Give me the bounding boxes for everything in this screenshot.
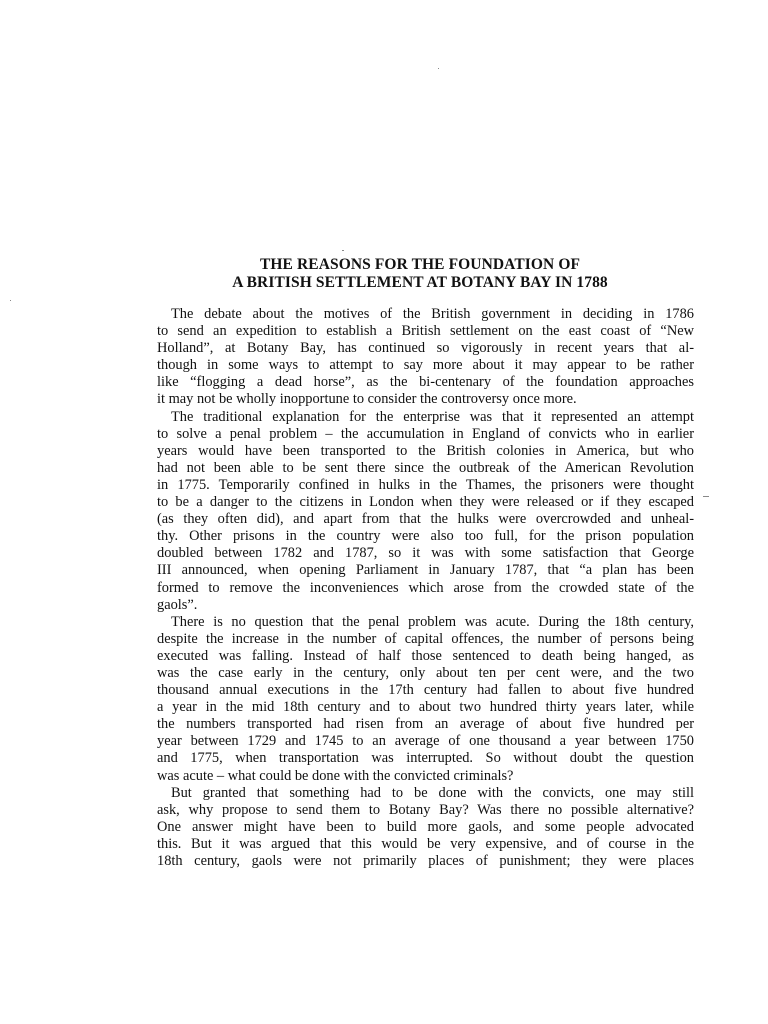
text-line: to send an expedition to establish a British settlement on the east coast of “New bbox=[157, 323, 694, 340]
text-line: to be a danger to the citizens in London when they were released or if they escaped bbox=[157, 494, 694, 511]
text-line: (as they often did), and apart from that the hulks were overcrowded and unheal- bbox=[157, 511, 694, 528]
text-line: gaols”. bbox=[157, 596, 198, 613]
text-line: like “flogging a dead horse”, as the bi-centenary of the foundation approaches bbox=[157, 374, 694, 391]
text-line: The traditional explanation for the enterprise was that it represented an attempt bbox=[171, 408, 694, 425]
text-line: years would have been transported to the British colonies in America, but who bbox=[157, 442, 694, 459]
text-line: The debate about the motives of the British government in deciding in 1786 bbox=[171, 306, 694, 322]
text-line: year between 1729 and 1745 to an average of one thousand a year between 1750 bbox=[157, 733, 694, 750]
scan-speck bbox=[10, 300, 11, 301]
text-line: was the case early in the century, only about ten per cent were, and the two bbox=[157, 664, 694, 681]
text-line: in 1775. Temporarily confined in hulks in the Thames, the prisoners were thought bbox=[157, 476, 694, 493]
text-line: despite the increase in the number of capital offences, the number of persons being bbox=[157, 630, 694, 647]
paragraph-1 bbox=[157, 306, 694, 409]
text-line: had not been able to be sent there since the outbreak of the American Revolution bbox=[157, 459, 694, 476]
text-line: ask, why propose to send them to Botany Bay? Was there no possible alternative? bbox=[157, 801, 694, 818]
text-line: executed was falling. Instead of half those sentenced to death being hanged, as bbox=[157, 647, 694, 664]
text-line: But granted that something had to be done with the convicts, one may still bbox=[171, 784, 694, 801]
text-line: formed to remove the inconveniences which arose from the crowded state of the bbox=[157, 579, 694, 596]
text-line: Holland”, at Botany Bay, has continued so vigorously in recent years that al- bbox=[157, 340, 694, 357]
text-line: III announced, when opening Parliament in January 1787, that “a plan has been bbox=[157, 562, 694, 579]
text-line: it may not be wholly inopportune to consider the controversy once more. bbox=[157, 391, 577, 408]
scan-speck bbox=[703, 496, 709, 497]
paragraph-3 bbox=[157, 614, 694, 785]
text-line: thy. Other prisons in the country were also too full, for the prison population bbox=[157, 528, 694, 545]
heading-line-2: A BRITISH SETTLEMENT AT BOTANY BAY IN 1788 bbox=[232, 274, 608, 291]
text-line: and 1775, when transportation was interrupted. So without doubt the question bbox=[157, 750, 694, 767]
text-line: 18th century, gaols were not primarily places of punishment; they were places bbox=[157, 853, 694, 869]
body-text bbox=[157, 306, 694, 870]
text-line: was acute – what could be done with the convicted criminals? bbox=[157, 767, 514, 784]
text-line: this. But it was argued that this would be very expensive, and of course in the bbox=[157, 835, 694, 852]
heading-line-1: THE REASONS FOR THE FOUNDATION OF bbox=[259, 256, 581, 273]
text-line: There is no question that the penal problem was acute. During the 18th century, bbox=[171, 613, 694, 630]
text-line: the numbers transported had risen from an average of about five hundred per bbox=[157, 716, 694, 733]
scan-speck bbox=[438, 68, 439, 69]
text-line: doubled between 1782 and 1787, so it was with some satisfaction that George bbox=[157, 545, 694, 562]
page-heading bbox=[150, 256, 690, 292]
text-line: though in some ways to attempt to say more about it may appear to be rather bbox=[157, 357, 694, 374]
scan-speck bbox=[342, 250, 344, 251]
paragraph-2 bbox=[157, 409, 694, 614]
text-line: One answer might have been to build more gaols, and some people advocated bbox=[157, 818, 694, 835]
paragraph-4 bbox=[157, 785, 694, 870]
text-line: to solve a penal problem – the accumulation in England of convicts who in earlier bbox=[157, 425, 694, 442]
text-line: a year in the mid 18th century and to about two hundred thirty years later, while bbox=[157, 699, 694, 716]
text-line: thousand annual executions in the 17th century had fallen to about five hundred bbox=[157, 682, 694, 699]
